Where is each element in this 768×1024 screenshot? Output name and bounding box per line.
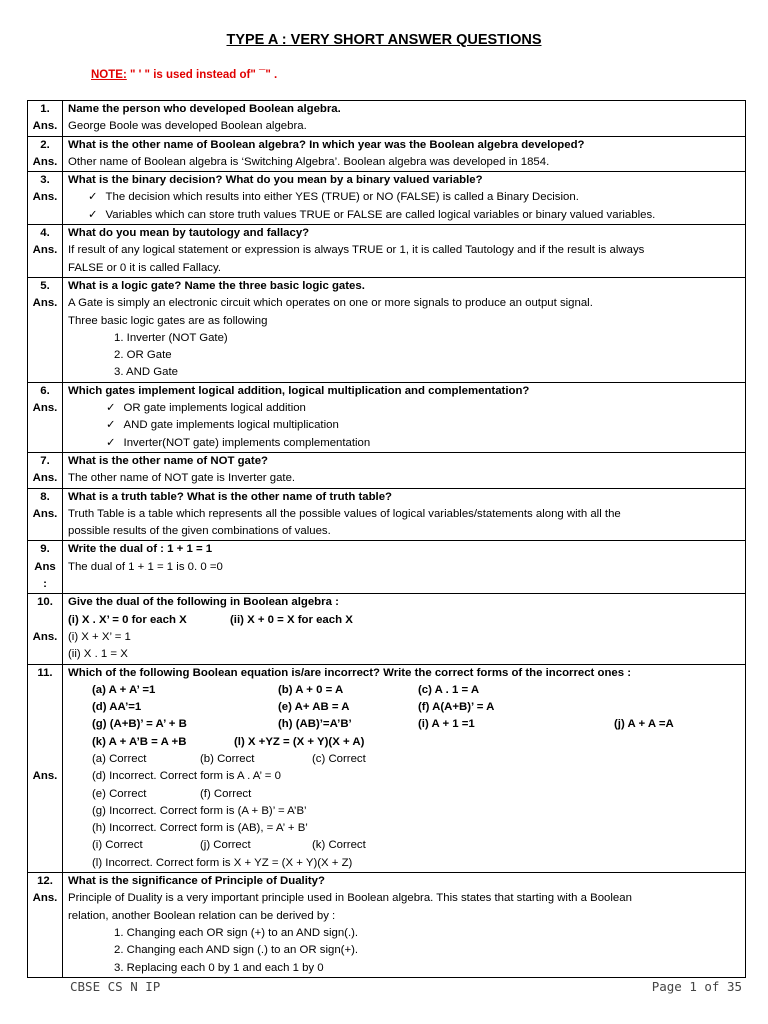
answer-check-item: ✓ OR gate implements logical addition: [68, 400, 740, 417]
answer-row: [68, 751, 740, 768]
question-text: Give the dual of the following in Boolean algebra :: [68, 596, 339, 609]
option: (g) (A+B)’ = A’ + B: [92, 718, 187, 731]
answer-item: (a) Correct: [92, 752, 147, 765]
answer-item: (f) Correct: [200, 787, 252, 800]
question-part: (i) X . X’ = 0 for each X: [68, 613, 187, 626]
answer-item: (b) Correct: [200, 752, 255, 765]
question-number: 12.: [37, 875, 53, 888]
option-row: [68, 682, 740, 699]
question-row-5: [28, 277, 746, 382]
answer-text: (d) Incorrect. Correct form is A . A’ = 0: [92, 770, 281, 783]
option: (k) A + A’B = A +B: [92, 735, 187, 748]
option: (c) A . 1 = A: [418, 683, 480, 696]
answer-label: Ans.: [32, 120, 58, 133]
question-row-10: [28, 594, 746, 664]
list-item: 2. Changing each AND sign (.) to an OR sign(+).: [114, 944, 359, 957]
qa-table: [27, 100, 746, 978]
answer-check-item: ✓ AND gate implements logical multiplication: [68, 417, 740, 434]
answer-check-item: ✓ Inverter(NOT gate) implements complementation: [68, 435, 740, 452]
option: (i) A + 1 =1: [418, 718, 475, 731]
question-number: 9.: [40, 543, 50, 556]
note: [91, 69, 277, 81]
page-title: TYPE A : VERY SHORT ANSWER QUESTIONS: [226, 32, 542, 48]
option: (f) A(A+B)’ = A: [418, 701, 495, 714]
question-text: What is the other name of Boolean algebra? In which year was the Boolean algebra developed?: [68, 138, 585, 151]
question-number: 10.: [37, 596, 53, 609]
note-label: NOTE:: [91, 69, 127, 81]
answer-text: (i) X + X’ = 1: [68, 630, 131, 643]
question-text: What do you mean by tautology and fallacy?: [68, 227, 310, 240]
answer-text: (g) Incorrect. Correct form is (A + B)’ = A’B’: [92, 804, 307, 817]
answer-label: Ans.: [32, 155, 58, 168]
answer-label: Ans.: [32, 244, 58, 257]
answer-label: Ans.: [32, 507, 58, 520]
option: (d) AA’=1: [92, 701, 142, 714]
question-text: What is a logic gate? Name the three basic logic gates.: [68, 279, 365, 292]
option-row: [68, 716, 740, 733]
question-number: 1.: [40, 103, 50, 115]
answer-text: The dual of 1 + 1 = 1 is 0. 0 =0: [68, 560, 223, 573]
question-part: (ii) X + 0 = X for each X: [230, 613, 353, 626]
page-number: Page 1 of 35: [651, 979, 742, 994]
answer-label: Ans.: [32, 630, 58, 643]
answer-text: FALSE or 0 it is called Fallacy.: [68, 261, 221, 274]
answer-text: (l) Incorrect. Correct form is X + YZ = (X + Y)(X + Z): [92, 856, 353, 869]
answer-text: If result of any logical statement or expression is always TRUE or 1, it is called Tautology and if the result is always: [68, 244, 645, 257]
answer-text: Three basic logic gates are as following: [68, 314, 268, 327]
question-text: What is the other name of NOT gate?: [68, 454, 268, 467]
answer-label: Ans.: [32, 402, 58, 415]
answer-label: Ans.: [32, 892, 58, 905]
option: (e) A+ AB = A: [278, 701, 350, 714]
question-row-8: [28, 488, 746, 541]
question-row-4: [28, 225, 746, 278]
answer-text: A Gate is simply an electronic circuit which operates on one or more signals to produce an output signal.: [68, 297, 593, 310]
option-row: [68, 734, 740, 751]
option-row: [68, 699, 740, 716]
answer-label: Ans: [34, 560, 56, 573]
list-item: 1. Changing each OR sign (+) to an AND sign(.).: [114, 926, 359, 939]
question-number: 4.: [40, 227, 50, 240]
question-number: 11.: [37, 666, 53, 679]
question-number: 8.: [40, 490, 50, 503]
option: (h) (AB)’=A’B’: [278, 718, 352, 731]
question-text: What is the significance of Principle of Duality?: [68, 875, 325, 888]
question-row-11: [28, 664, 746, 873]
option: (b) A + 0 = A: [278, 683, 344, 696]
answer-item: (i) Correct: [92, 839, 143, 852]
question-number: 6.: [40, 384, 50, 397]
question-row-2: [28, 136, 746, 172]
page-footer: [70, 979, 742, 994]
list-item: 3. AND Gate: [114, 366, 178, 379]
option: (j) A + A =A: [614, 718, 674, 731]
answer-text: Truth Table is a table which represents all the possible values of logical variables/statements along with all the: [68, 507, 621, 520]
question-parts: [68, 612, 740, 629]
question-text: Which gates implement logical addition, logical multiplication and complementation?: [68, 384, 530, 397]
note-text: " ' " is used instead of" ¯" .: [126, 69, 278, 81]
question-number: 2.: [40, 138, 50, 151]
question-text: What is the binary decision? What do you mean by a binary valued variable?: [68, 174, 483, 187]
answer-text: Principle of Duality is a very important principle used in Boolean algebra. This states that starting with a Boolean: [68, 892, 632, 905]
list-item: 3. Replacing each 0 by 1 and each 1 by 0: [114, 961, 324, 974]
answer-label: Ans.: [32, 770, 58, 783]
answer-item: (e) Correct: [92, 787, 147, 800]
answer-item: (j) Correct: [200, 839, 251, 852]
answer-item: (c) Correct: [312, 752, 366, 765]
question-row-7: [28, 452, 746, 488]
option: (l) X +YZ = (X + Y)(X + A): [234, 735, 365, 748]
list-item: 2. OR Gate: [114, 349, 172, 362]
list-item: 1. Inverter (NOT Gate): [114, 331, 228, 344]
answer-text: Other name of Boolean algebra is ‘Switching Algebra’. Boolean algebra was developed in 1854.: [68, 155, 550, 168]
answer-label-colon: :: [43, 578, 47, 591]
option: (a) A + A’ =1: [92, 683, 156, 696]
answer-text: (ii) X . 1 = X: [68, 648, 128, 661]
question-text: Which of the following Boolean equation is/are incorrect? Write the correct forms of the incorrect ones :: [68, 666, 632, 679]
answer-label: Ans.: [32, 472, 58, 485]
question-number: 3.: [40, 174, 50, 187]
answer-text: The other name of NOT gate is Inverter gate.: [68, 472, 296, 485]
answer-item: (k) Correct: [312, 839, 366, 852]
question-text: What is a truth table? What is the other name of truth table?: [68, 490, 393, 503]
answer-check-item: ✓ The decision which results into either YES (TRUE) or NO (FALSE) is called a Binary Decision.: [68, 189, 740, 206]
answer-row: [68, 837, 740, 854]
answer-check-item: ✓ Variables which can store truth values TRUE or FALSE are called logical variables or binary valued variables.: [68, 207, 740, 224]
answer-label: Ans.: [32, 191, 58, 204]
answer-text: possible results of the given combinations of values.: [68, 525, 331, 538]
question-text: Name the person who developed Boolean algebra.: [68, 103, 341, 115]
answer-row: [68, 786, 740, 803]
answer-text: relation, another Boolean relation can be derived by :: [68, 909, 336, 922]
answer-text: George Boole was developed Boolean algebra.: [68, 120, 307, 133]
question-number: 7.: [40, 454, 50, 467]
answer-text: (h) Incorrect. Correct form is (AB), = A’ + B’: [92, 822, 308, 835]
question-row-3: [28, 172, 746, 225]
question-row-9: [28, 541, 746, 594]
question-text: Write the dual of : 1 + 1 = 1: [68, 543, 213, 556]
question-row-6: [28, 382, 746, 452]
answer-label: Ans.: [32, 297, 58, 310]
footer-left-text: CBSE CS N IP: [70, 979, 161, 994]
question-row-1: [28, 101, 746, 137]
question-number: 5.: [40, 279, 50, 292]
question-row-12: [28, 873, 746, 978]
